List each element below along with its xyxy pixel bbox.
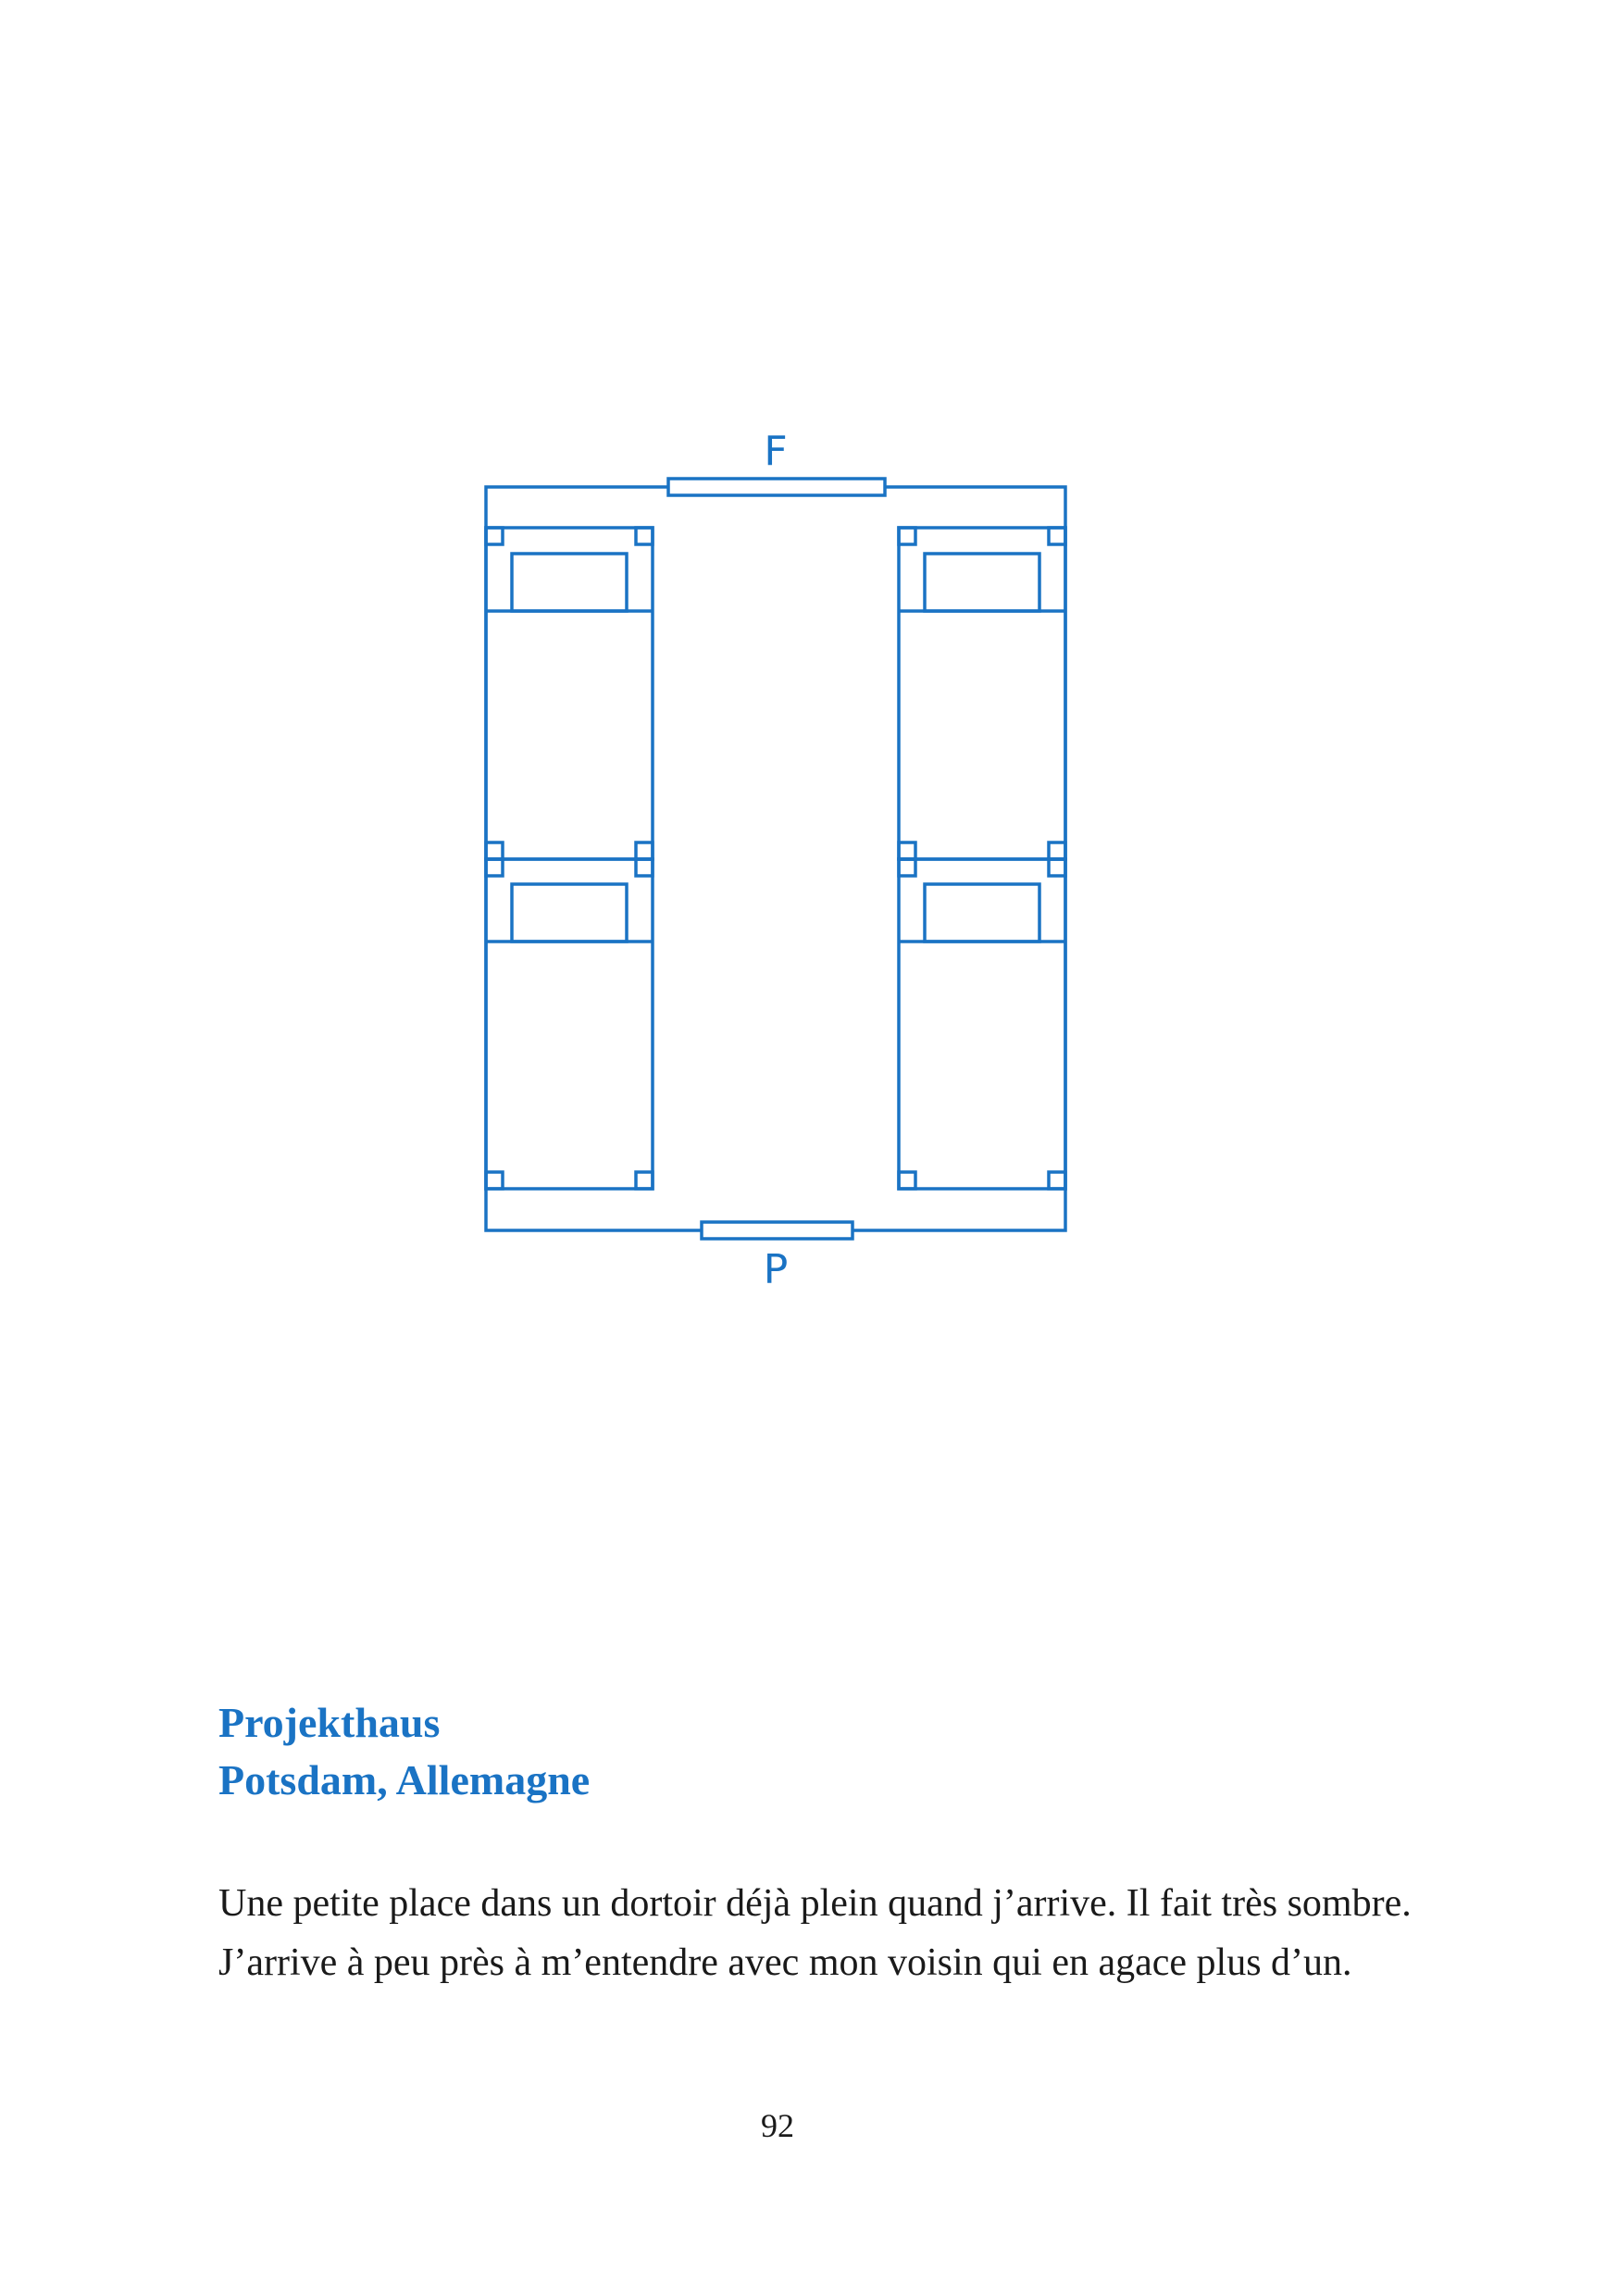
bed-bottom-left — [486, 859, 653, 1189]
entry-location: Potsdam, Allemagne — [218, 1756, 591, 1803]
window-symbol — [668, 479, 885, 495]
entry-title: Projekthaus — [218, 1699, 441, 1746]
window-label: F — [764, 428, 788, 475]
bed-top-right — [899, 528, 1065, 859]
door-label: P — [763, 1246, 789, 1293]
bed-bottom-right — [899, 859, 1065, 1189]
entry-text: Une petite place dans un dortoir déjà plein quand j’arrive. Il fait très sombre. J’arrive à peu près à m’entendre avec mon voisin qui en agace plus d’un. — [218, 1882, 1412, 1984]
bed-top-left — [486, 528, 653, 859]
page-number: 92 — [761, 2107, 794, 2144]
door-symbol — [702, 1222, 853, 1239]
